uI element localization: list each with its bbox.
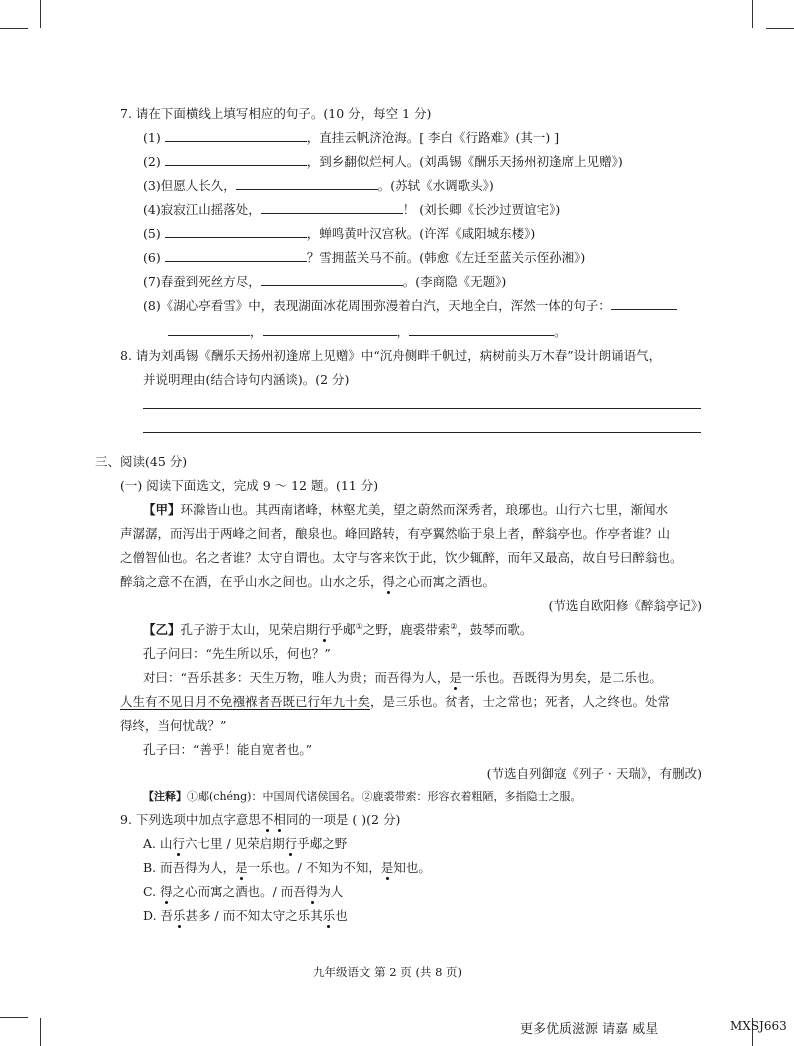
crop-mark	[752, 0, 753, 28]
q9-option-b[interactable]: B. 而吾得为人，是一乐也。/ 不知为不知，是知也。	[143, 860, 431, 875]
q7-item-5: (5) ，蝉鸣黄叶汉宫秋。(许浑《咸阳城东楼》)	[143, 226, 536, 241]
crop-mark	[0, 1017, 28, 1018]
q7-item-1: (1) ，直挂云帆济沧海。[ 李白《行路难》(其一) ]	[143, 130, 560, 145]
jia-line-2: 声潺潺，而泻出于两峰之间者，酿泉也。峰回路转，有亭翼然临于泉上者，醉翁亭也。作亭者谁？山	[120, 526, 671, 541]
q7-item-4: (4)寂寂江山摇落处， ！ (刘长卿《长沙过贾谊宅》)	[143, 202, 561, 217]
yi-line-2: 孔子问曰：“先生所以乐，何也？”	[143, 646, 331, 661]
q9-option-a[interactable]: A. 山行六七里 / 见荣启期行乎郕之野	[143, 836, 348, 851]
crop-mark	[40, 0, 41, 28]
answer-blank[interactable]	[263, 323, 397, 336]
q8-line2: 并说明理由(结合诗句内涵谈)。(2 分)	[143, 372, 350, 387]
answer-blank[interactable]	[165, 129, 307, 142]
q9-option-c[interactable]: C. 得之心而寓之酒也。/ 而吾得为人	[143, 884, 344, 899]
underlined-sentence: 人生有不见日月不免襁褓者吾既已行年九十矣	[120, 694, 371, 709]
jia-source: (节选自欧阳修《醉翁亭记》)	[548, 598, 702, 613]
q9-option-d[interactable]: D. 吾乐甚多 / 而不知太守之乐其乐也	[143, 908, 348, 923]
answer-blank[interactable]	[165, 153, 307, 166]
answer-blank[interactable]	[168, 323, 250, 336]
q9-stem: 9. 下列选项中加点字意思不相同的一项是 ( )(2 分)	[120, 812, 401, 827]
doc-code: MXSJ663	[730, 1019, 787, 1033]
yi-source: (节选自列御寇《列子 · 天瑞》，有删改)	[486, 766, 702, 781]
crop-mark	[0, 28, 28, 29]
crop-mark	[766, 28, 794, 29]
jia-line-1: 【甲】环滁皆山也。其西南诸峰，林壑尤美，望之蔚然而深秀者，琅琊也。山行六七里，渐闻水	[143, 502, 669, 517]
answer-blank[interactable]	[236, 177, 378, 190]
answer-blank[interactable]	[611, 297, 677, 310]
q7-item-7: (7)春蚕到死丝方尽， 。(李商隐《无题》)	[143, 274, 507, 289]
answer-blank[interactable]	[261, 273, 403, 286]
answer-blank[interactable]	[165, 249, 307, 262]
answer-blank[interactable]	[261, 201, 403, 214]
annotation: 【注释】①郕(chéng)：中国周代诸侯国名。②鹿裘带索：形容衣着粗陋，多指隐士之服。	[143, 790, 582, 803]
yi-line-5: 得终，当何忧哉？”	[120, 718, 227, 733]
jia-line-3: 之僧智仙也。名之者谁？太守自谓也。太守与客来饮于此，饮少辄醉，而年又最高，故自号曰醉翁也。	[120, 550, 683, 565]
yi-line-1: 【乙】孔子游于太山，见荣启期行乎郕①之野，鹿裘带索②，鼓琴而歌。	[143, 621, 533, 637]
q7-stem: 7. 请在下面横线上填写相应的句子。(10 分，每空 1 分)	[120, 106, 432, 121]
answer-blank[interactable]	[409, 323, 554, 336]
part1-title: (一) 阅读下面选文，完成 9 ～ 12 题。(11 分)	[120, 478, 379, 493]
yi-line-3: 对曰：“吾乐甚多：天生万物，唯人为贵；而吾得为人，是一乐也。吾既得为男矣，是二乐也。	[143, 670, 662, 685]
q7-item-6: (6) ？雪拥蓝关马不前。(韩愈《左迁至蓝关示侄孙湘》)	[143, 250, 586, 265]
page-footer: 九年级语文 第 2 页 (共 8 页)	[313, 965, 463, 979]
section3-title: 三、阅读(45 分)	[95, 454, 188, 469]
yi-line-6: 孔子曰：“善乎！能自宽者也。”	[143, 742, 313, 757]
q8-answer-line[interactable]	[143, 432, 701, 433]
q8-answer-line[interactable]	[143, 408, 701, 409]
yi-line-4: 人生有不见日月不免襁褓者吾既已行年九十矣，是三乐也。贫者，士之常也；死者，人之终也。处常	[120, 694, 671, 709]
answer-blank[interactable]	[165, 225, 307, 238]
q7-item-8-line2: ， ， 。	[168, 322, 567, 340]
q7-item-8: (8)《湖心亭看雪》中，表现湖面冰花周围弥漫着白汽，天地全白，浑然一体的句子：	[143, 296, 677, 314]
promo-text: 更多优质滋源 请嘉 威星	[520, 1022, 659, 1037]
q8-line1: 8. 请为刘禹锡《酬乐天扬州初逢席上见赠》中“沉舟侧畔千帆过，病树前头万木春”设计朗诵语气，	[120, 348, 662, 363]
q7-item-3: (3)但愿人长久， 。(苏轼《水调歌头》)	[143, 178, 494, 193]
jia-line-4: 醉翁之意不在酒，在乎山水之间也。山水之乐，得之心而寓之酒也。	[120, 574, 496, 589]
crop-mark	[40, 1018, 41, 1046]
q7-item-2: (2) ，到乡翻似烂柯人。(刘禹锡《酬乐天扬州初逢席上见赠》)	[143, 154, 623, 169]
